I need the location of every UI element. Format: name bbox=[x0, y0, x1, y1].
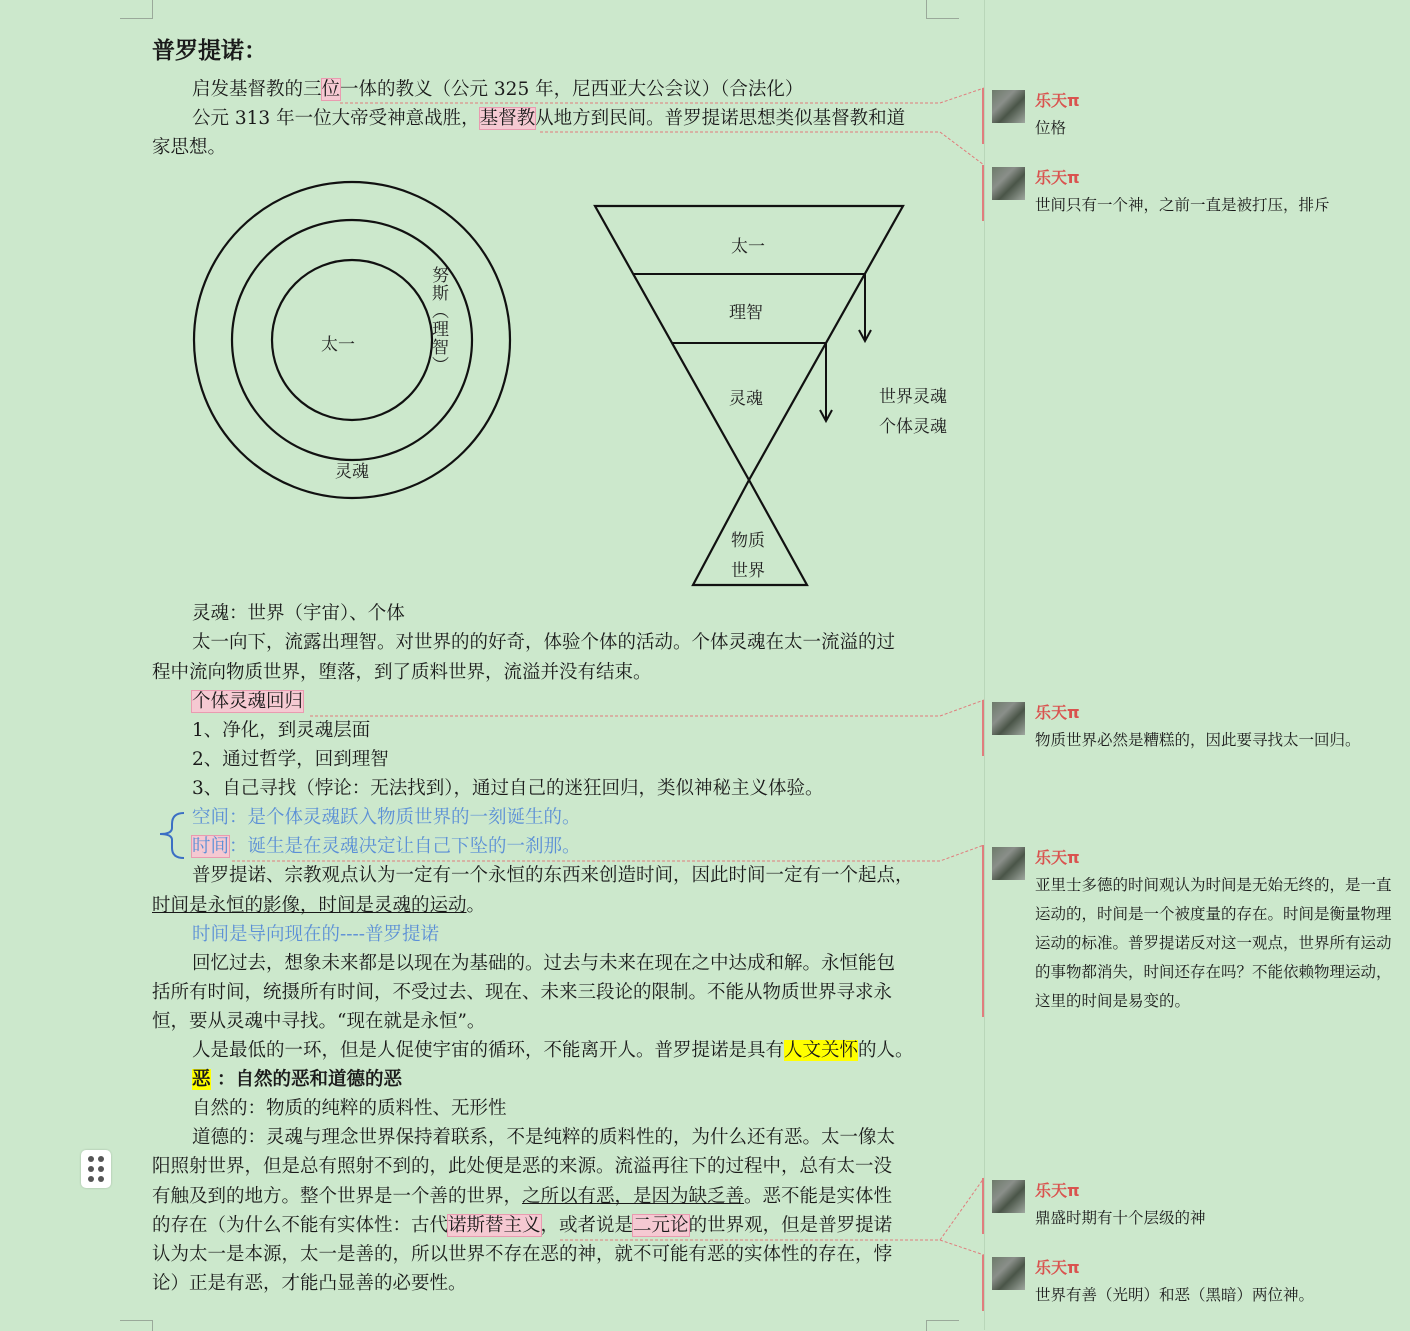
comment-anchor[interactable]: 二元论 bbox=[633, 1215, 689, 1236]
paragraph: 灵魂：世界（宇宙）、个体 bbox=[192, 603, 405, 624]
paragraph: 的存在（为什么不能有实体性：古代诺斯替主义，或者说是二元论的世界观，但是普罗提诺 bbox=[152, 1215, 893, 1236]
paragraph: 自然的：物质的纯粹的质料性、无形性 bbox=[192, 1098, 507, 1119]
triangle-label-2: 理智 bbox=[729, 303, 763, 323]
paragraph: 恒，要从灵魂中寻找。“现在就是永恒”。 bbox=[152, 1011, 486, 1032]
paragraph: 时间是永恒的影像，时间是灵魂的运动。 bbox=[152, 895, 486, 916]
paragraph: 认为太一是本源，太一是善的，所以世界不存在恶的神，就不可能有恶的实体性的存在，悖 bbox=[152, 1244, 893, 1265]
paragraph: 太一向下，流露出理智。对世界的的好奇，体验个体的活动。个体灵魂在太一流溢的过 bbox=[192, 632, 896, 653]
circle-inner-label: 太一 bbox=[321, 335, 355, 355]
avatar bbox=[992, 1180, 1025, 1213]
comment-anchor[interactable]: 位 bbox=[321, 79, 341, 100]
list-item: 3、自己寻找（悖论：无法找到），通过自己的迷狂回归，类似神秘主义体验。 bbox=[192, 778, 824, 799]
comment-card[interactable] bbox=[982, 845, 1402, 1017]
paragraph: 道德的：灵魂与理念世界保持着联系，不是纯粹的质料性的，为什么还有恶。太一像太 bbox=[192, 1127, 896, 1148]
avatar bbox=[992, 702, 1025, 735]
triangle-label-4a: 物质 bbox=[731, 531, 765, 551]
avatar bbox=[992, 847, 1025, 880]
triangle-label-4b: 世界 bbox=[731, 561, 765, 581]
comment-card[interactable] bbox=[982, 1255, 1402, 1311]
comment-text: 位格 bbox=[1035, 119, 1067, 137]
comment-author: 乐天π bbox=[1035, 703, 1080, 722]
paragraph: 程中流向物质世界，堕落，到了质料世界，流溢并没有结束。 bbox=[152, 662, 652, 683]
avatar bbox=[992, 1257, 1025, 1290]
avatar bbox=[992, 167, 1025, 200]
paragraph: 时间是导向现在的----普罗提诺 bbox=[192, 924, 440, 945]
brace-icon bbox=[0, 0, 200, 900]
comment-card[interactable] bbox=[982, 88, 1402, 144]
paragraph: 启发基督教的三位一体的教义（公元 325 年，尼西亚大公会议）（合法化） bbox=[192, 79, 804, 100]
avatar bbox=[992, 90, 1025, 123]
comment-author: 乐天π bbox=[1035, 168, 1080, 187]
triangle-label-3: 灵魂 bbox=[729, 389, 763, 409]
comment-text: 世间只有一个神，之前一直是被打压，排斥 bbox=[1035, 196, 1330, 214]
paragraph: 空间：是个体灵魂跃入物质世界的一刻诞生的。 bbox=[192, 807, 581, 828]
paragraph: 时间：诞生是在灵魂决定让自己下坠的一刹那。 bbox=[192, 836, 581, 857]
side-label-world-soul: 世界灵魂 bbox=[879, 387, 947, 407]
paragraph: 回忆过去，想象未来都是以现在为基础的。过去与未来在现在之中达成和解。永恒能包 bbox=[192, 953, 896, 974]
comment-card[interactable] bbox=[982, 1178, 1402, 1234]
comment-author: 乐天π bbox=[1035, 1181, 1080, 1200]
drag-handle-icon[interactable] bbox=[81, 1150, 111, 1188]
comment-anchor[interactable]: 诺斯替主义 bbox=[448, 1215, 541, 1236]
paragraph: 阳照射世界，但是总有照射不到的，此处便是恶的来源。流溢再往下的过程中，总有太一没 bbox=[152, 1156, 893, 1177]
paragraph: 公元 313 年一位大帝受神意战胜，基督教从地方到民间。普罗提诺思想类似基督教和道 bbox=[192, 108, 906, 129]
comment-text: 亚里士多德的时间观认为时间是无始无终的，是一直运动的，时间是一个被度量的存在。时间是衡量物理运动的标准。普罗提诺反对这一观点，世界所有运动的事物都消失，时间还存在吗？不能依赖物理运动，这里的时间是易变的。 bbox=[1035, 876, 1392, 1010]
paragraph bbox=[192, 689, 303, 715]
comment-author: 乐天π bbox=[1035, 848, 1080, 867]
side-label-individual-soul: 个体灵魂 bbox=[879, 417, 947, 437]
corner-mark bbox=[926, 1320, 959, 1331]
document-title: 普罗提诺： bbox=[152, 38, 267, 64]
list-item: 2、通过哲学，回到理智 bbox=[192, 749, 389, 770]
comment-anchor[interactable]: 时间 bbox=[192, 836, 230, 857]
heading: 恶 ：自然的恶和道德的恶 bbox=[192, 1069, 402, 1090]
comment-text: 世界有善（光明）和恶（黑暗）两位神。 bbox=[1035, 1286, 1315, 1304]
comment-author: 乐天π bbox=[1035, 1258, 1080, 1277]
circle-outer-label: 灵魂 bbox=[335, 462, 369, 482]
comment-card[interactable] bbox=[982, 700, 1402, 756]
comment-card[interactable] bbox=[982, 165, 1402, 221]
comment-anchor[interactable]: 基督教 bbox=[479, 108, 536, 129]
list-item: 1、净化，到灵魂层面 bbox=[192, 720, 371, 741]
circle-middle-label: 努斯（理智） bbox=[428, 266, 448, 374]
comment-author: 乐天π bbox=[1035, 91, 1080, 110]
corner-mark bbox=[120, 1320, 153, 1331]
paragraph: 论）正是有恶，才能凸显善的必要性。 bbox=[152, 1273, 467, 1294]
comment-anchor[interactable]: 个体灵魂回归 bbox=[192, 691, 304, 712]
comment-text: 物质世界必然是糟糕的，因此要寻找太一回归。 bbox=[1035, 731, 1361, 749]
paragraph: 人是最低的一环，但是人促使宇宙的循环，不能离开人。普罗提诺是具有人文关怀的人。 bbox=[192, 1040, 914, 1061]
paragraph: 括所有时间，统摄所有时间，不受过去、现在、未来三段论的限制。不能从物质世界寻求永 bbox=[152, 982, 893, 1003]
paragraph: 有触及到的地方。整个世界是一个善的世界，之所以有恶，是因为缺乏善。恶不能是实体性 bbox=[152, 1186, 893, 1207]
triangle-label-1: 太一 bbox=[731, 237, 765, 257]
paragraph: 家思想。 bbox=[152, 137, 227, 158]
paragraph: 普罗提诺、宗教观点认为一定有一个永恒的东西来创造时间，因此时间一定有一个起点， bbox=[192, 865, 914, 886]
comment-text: 鼎盛时期有十个层级的神 bbox=[1035, 1209, 1206, 1227]
